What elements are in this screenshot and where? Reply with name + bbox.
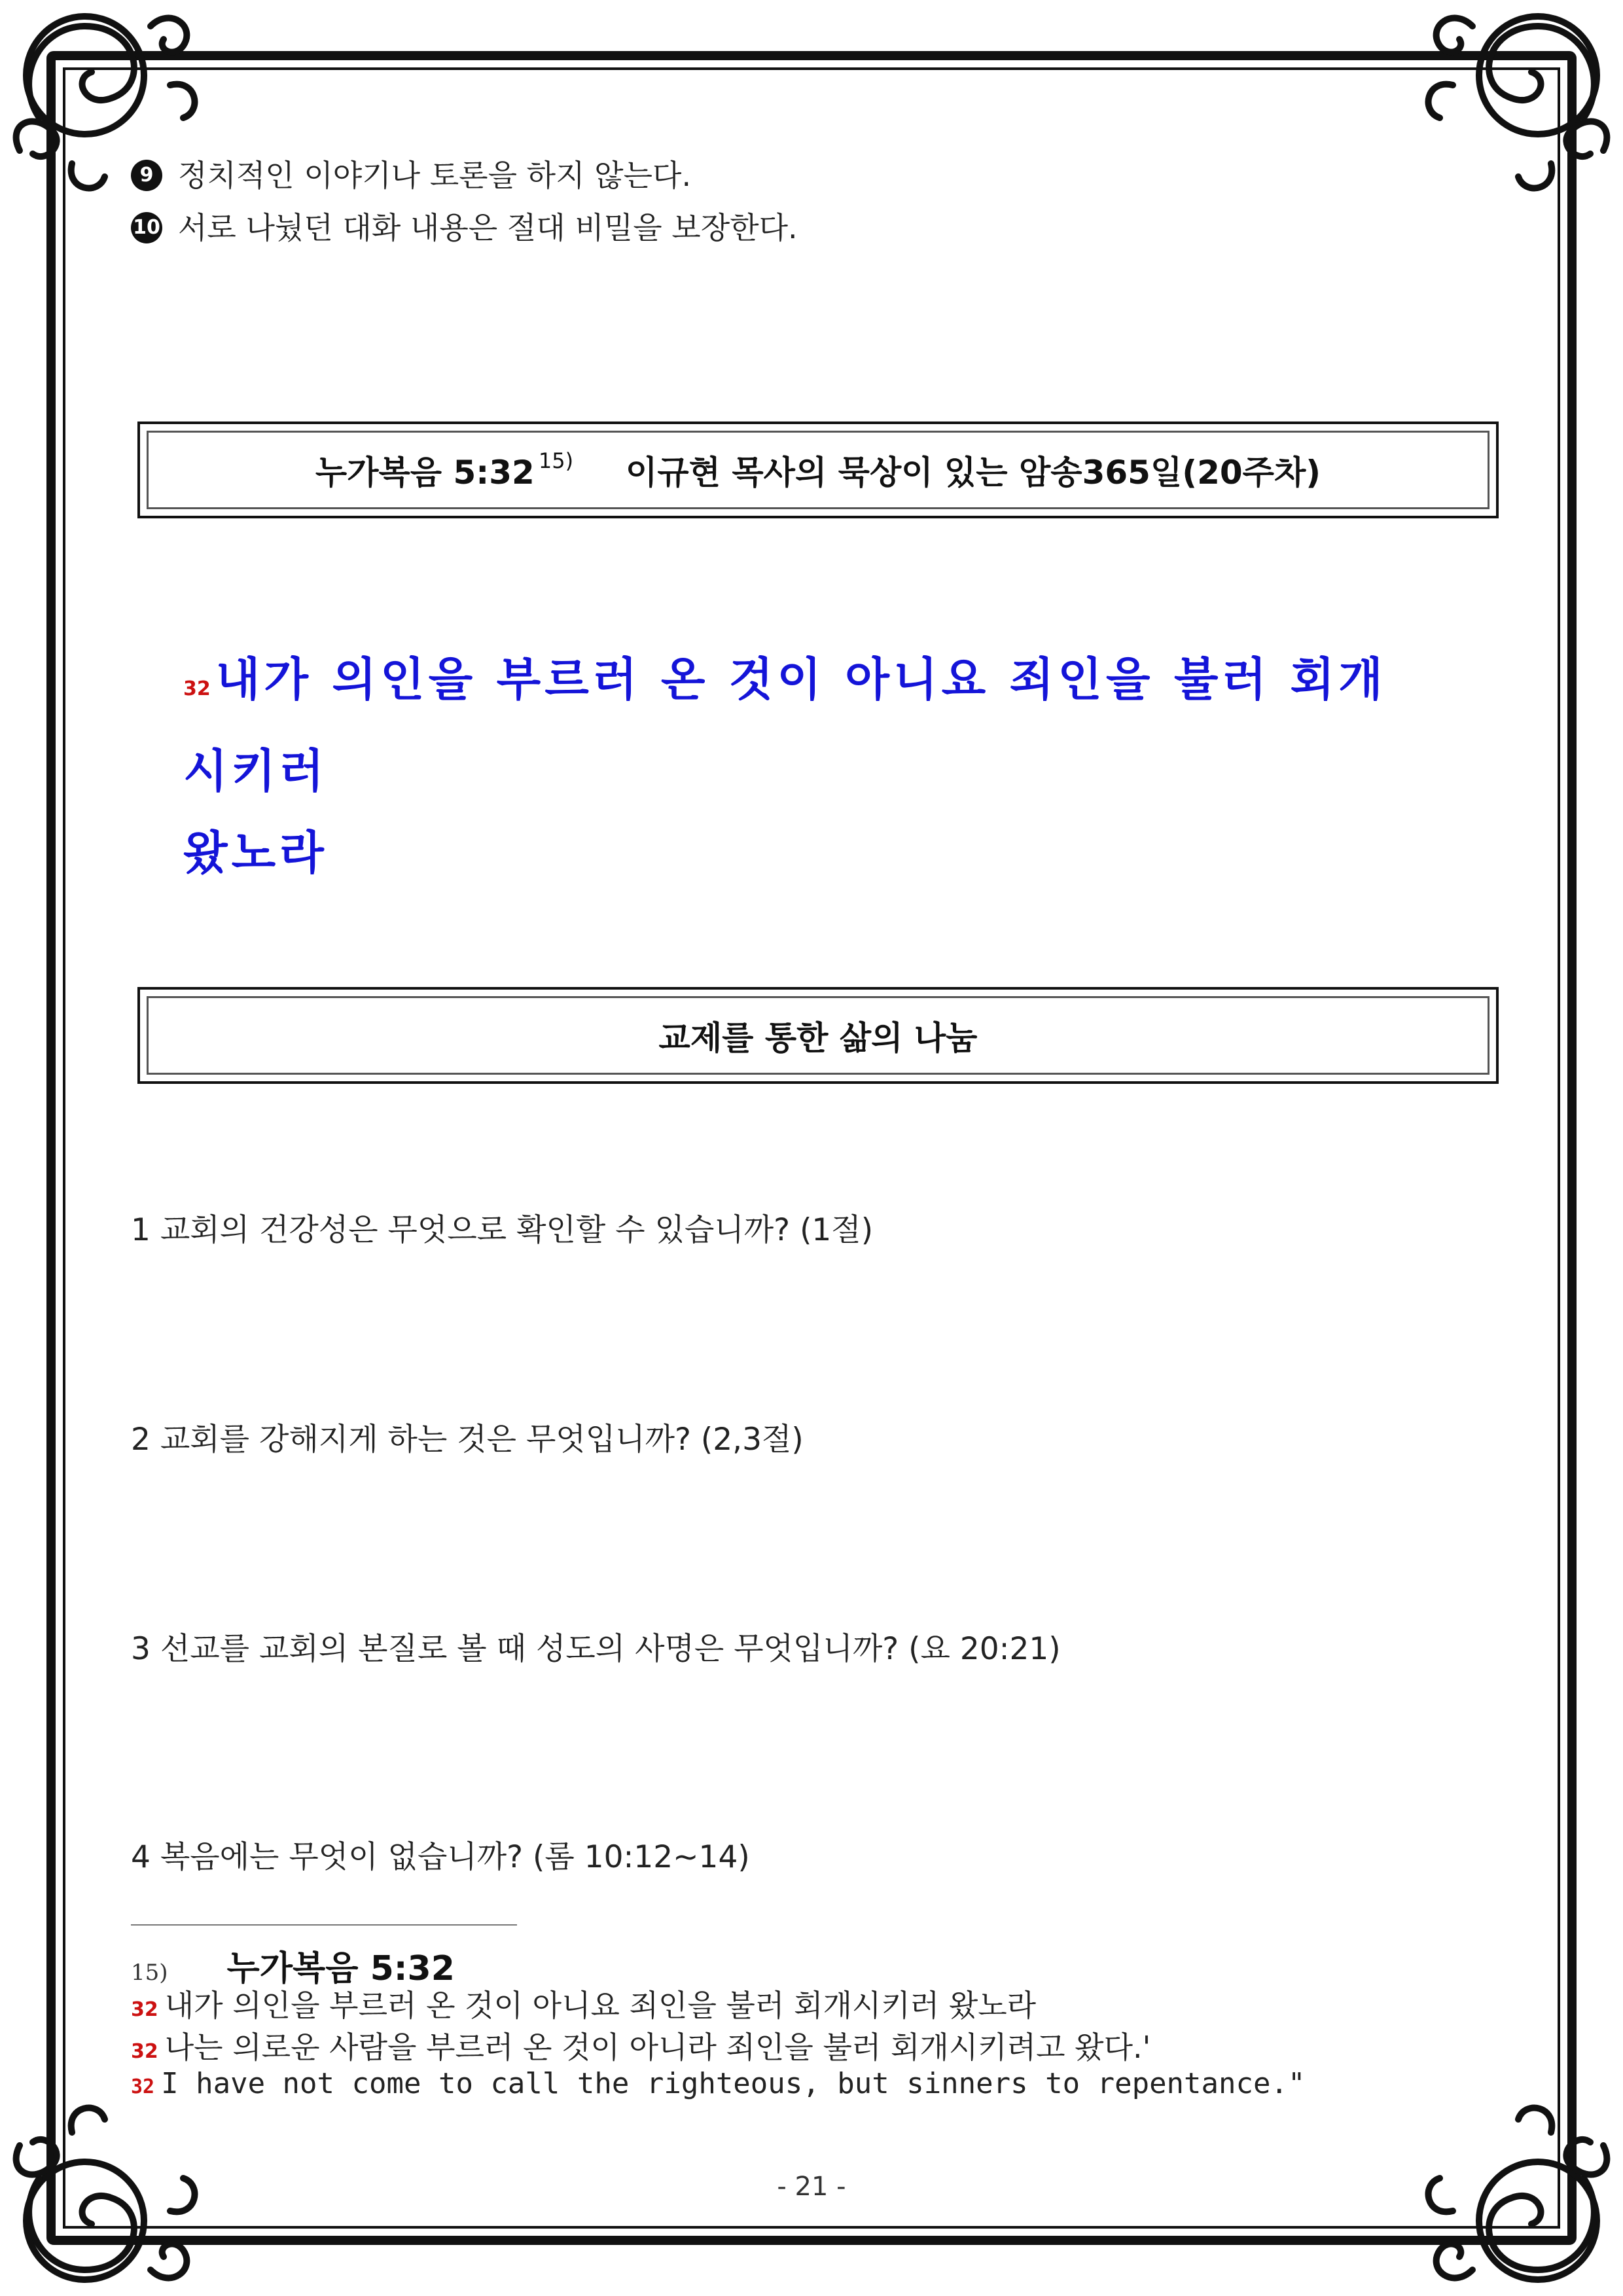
footnote-verse-line (131, 2067, 1305, 2100)
rule-number-badge: 9 (131, 160, 162, 191)
footnote-marker[interactable]: 15) (538, 448, 574, 474)
verse-number: 32 (131, 2040, 158, 2063)
sharing-header-box (137, 987, 1499, 1084)
rule-item-10 (131, 204, 798, 247)
rule-text: 서로 나눴던 대화 내용은 절대 비밀을 보장한다. (178, 210, 798, 245)
sharing-header-title: 교제를 통한 삶의 나눔 (658, 1019, 978, 1057)
footnote-separator (131, 1924, 517, 1926)
corner-ornament-top-right (1429, 16, 1607, 188)
rule-text: 정치적인 이야기나 토론을 하지 않는다. (178, 158, 692, 193)
question-4: 4 복음에는 무엇이 없습니까? (롬 10:12~14) (131, 1839, 750, 1875)
verse-number: 32 (183, 677, 211, 700)
memory-verse-text (183, 638, 1400, 893)
verse-number: 32 (131, 2075, 155, 2098)
verse-line-1: 내가 의인을 부르러 온 것이 아니요 죄인을 불러 회개시키러 (183, 652, 1387, 798)
memory-verse-reference: 누가복음 5:32 (315, 454, 535, 492)
footnote-verse-text: 나는 의로운 사람을 부르러 온 것이 아니라 죄인을 불러 회개시키려고 왔다.' (164, 2030, 1151, 2065)
footnote-mark: 15) (131, 1960, 168, 1986)
verse-number: 32 (131, 1998, 158, 2021)
footnote-verse-line (131, 2024, 1150, 2067)
question-2: 2 교회를 강해지게 하는 것은 무엇입니까? (2,3절) (131, 1422, 804, 1458)
rule-number-badge: 10 (131, 212, 162, 243)
question-3: 3 선교를 교회의 본질로 볼 때 성도의 사명은 무엇입니까? (요 20:21) (131, 1631, 1061, 1667)
footnote-verse-text: I have not come to call the righteous, but sinners to repentance." (161, 2067, 1306, 2100)
footnote-reference: 누가복음 5:32 (226, 1949, 455, 1988)
memory-verse-header-box (137, 422, 1499, 518)
rule-item-9 (131, 152, 691, 195)
footnote-verse-line (131, 1982, 1036, 2025)
memory-verse-subtitle: 이규현 목사의 묵상이 있는 암송365일(20주차) (626, 454, 1321, 492)
question-1: 1 교회의 건강성은 무엇으로 확인할 수 있습니까? (1절) (131, 1212, 874, 1248)
memory-verse-header (315, 446, 1321, 493)
verse-line-2: 왔노라 (183, 825, 328, 880)
footnote-verse-text: 내가 의인을 부르러 온 것이 아니요 죄인을 불러 회개시키러 왔노라 (164, 1988, 1037, 2023)
page-number: - 21 - (777, 2172, 846, 2202)
